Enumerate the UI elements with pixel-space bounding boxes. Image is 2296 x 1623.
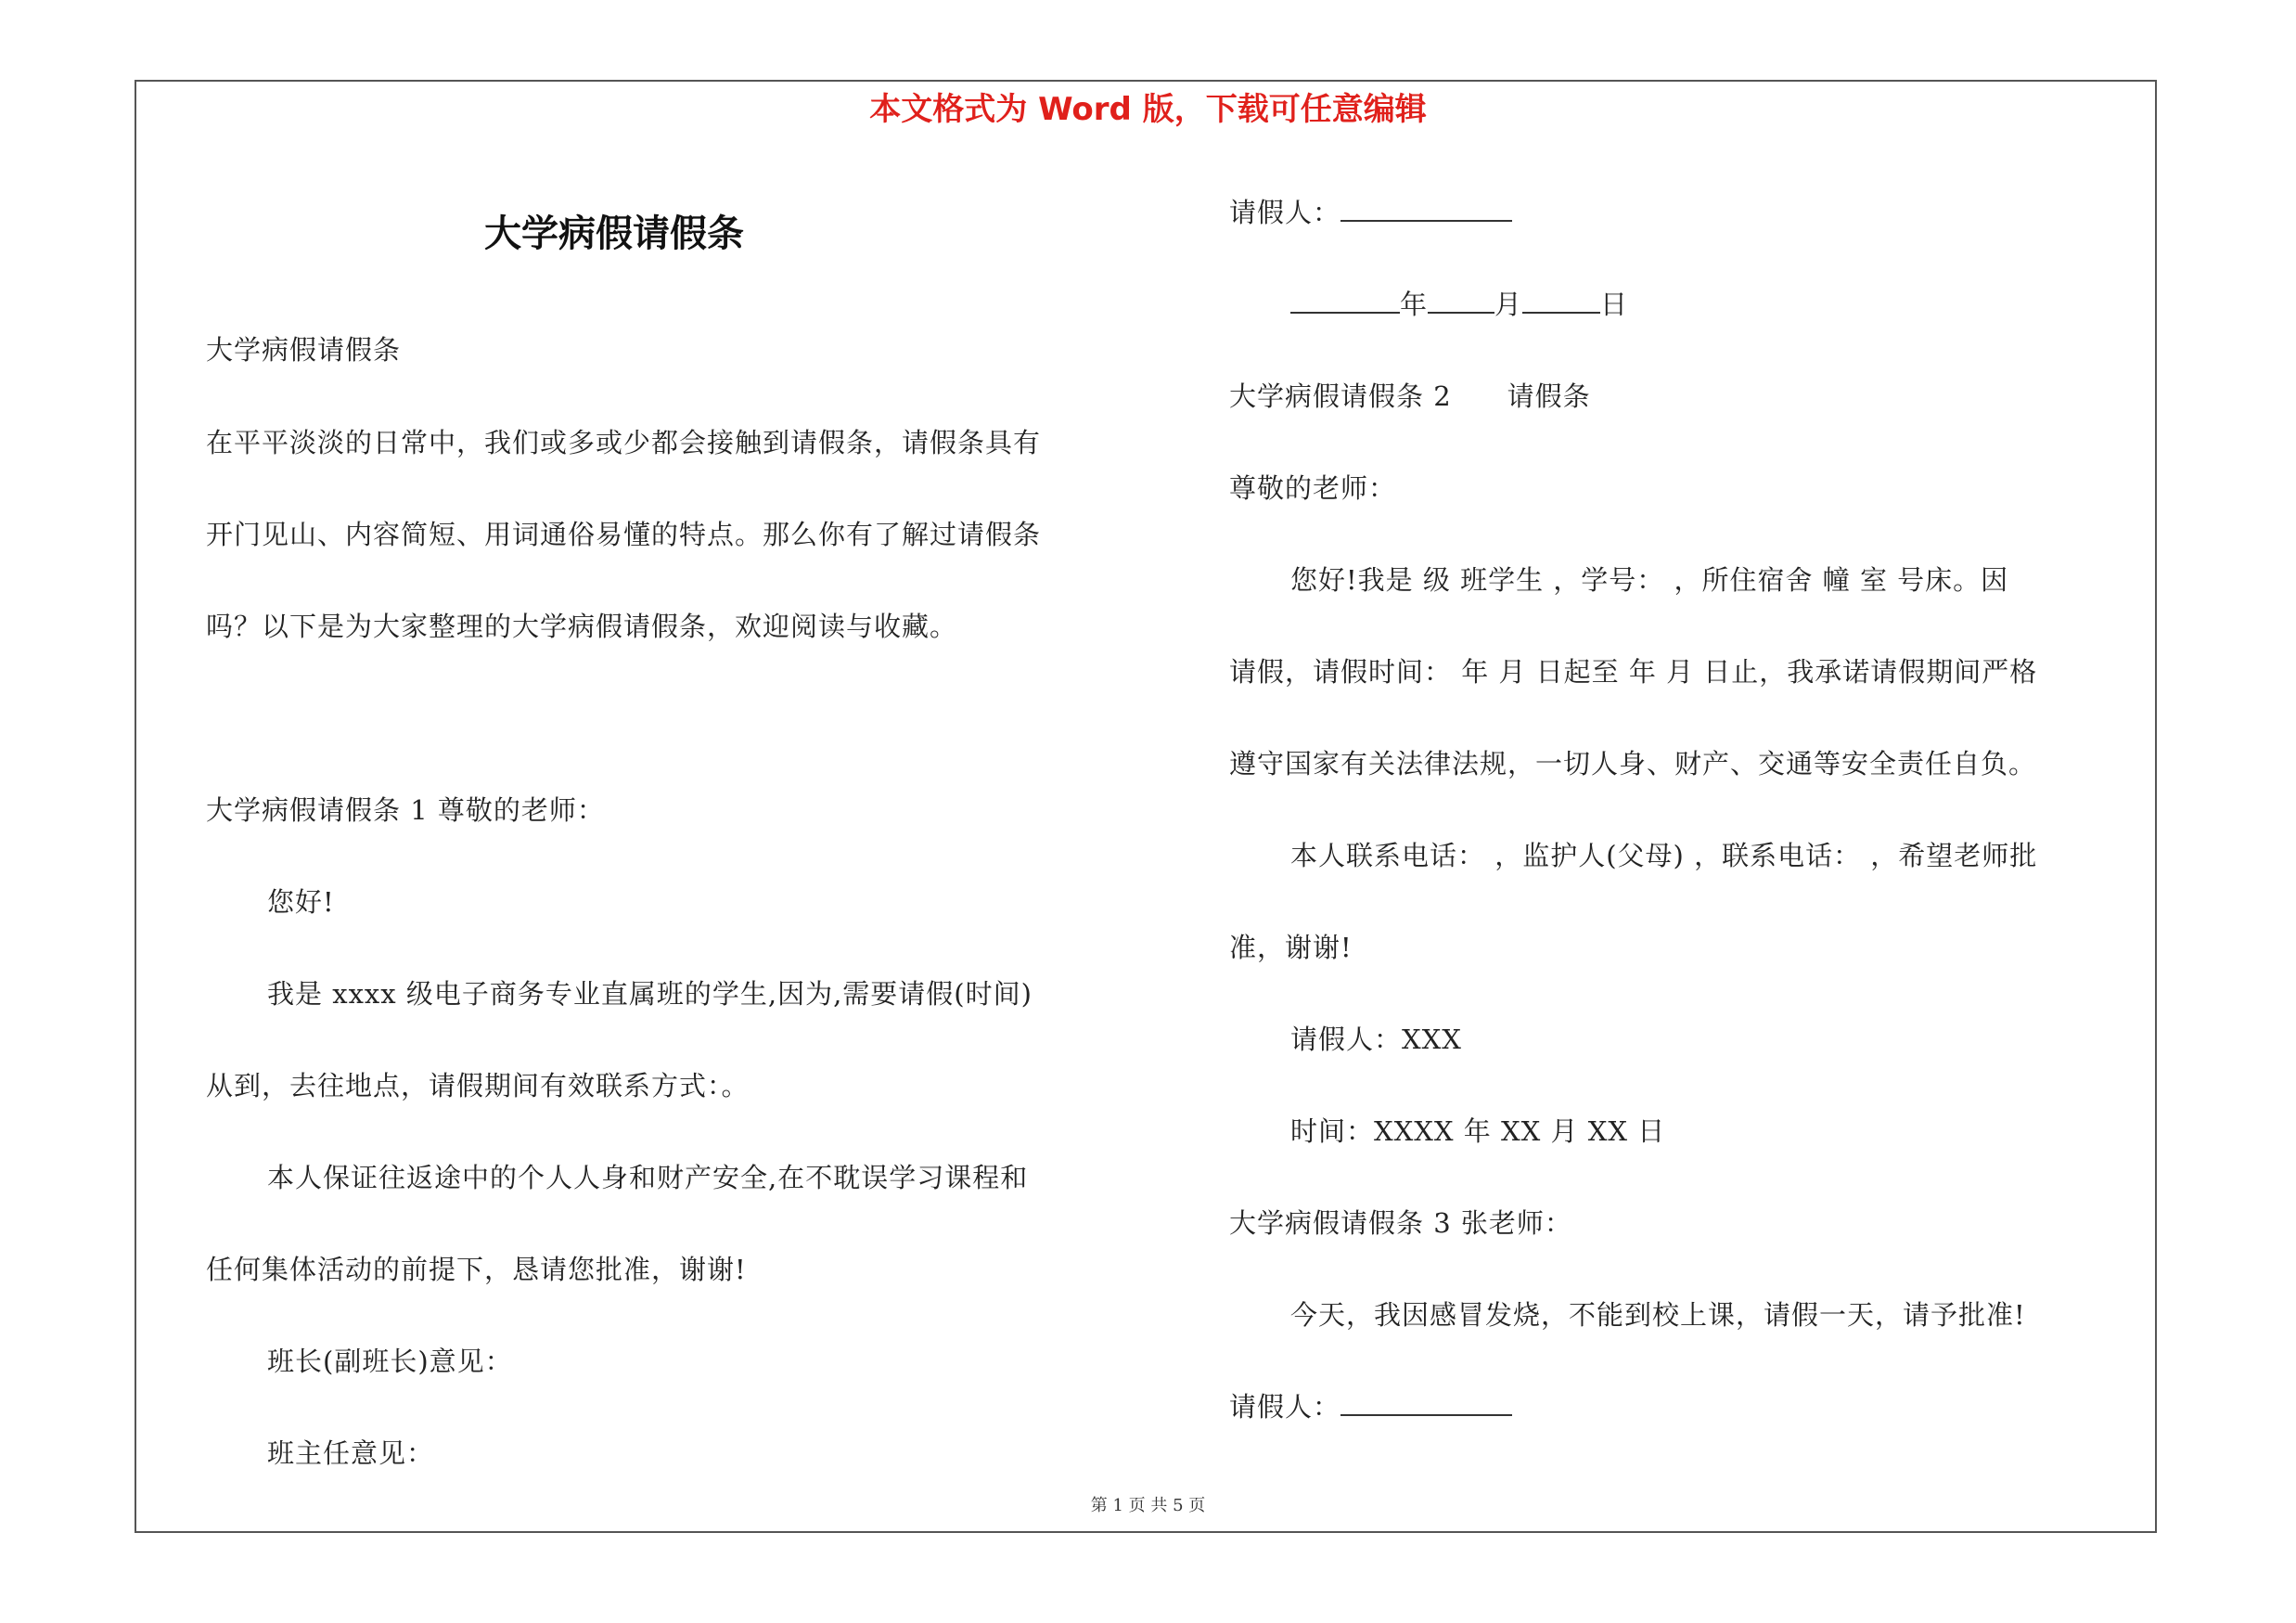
intro-line-3: 吗？以下是为大家整理的大学病假请假条，欢迎阅读与收藏。	[206, 611, 958, 642]
month-blank	[1428, 284, 1494, 314]
time-line: 时间：XXXX 年 XX 月 XX 日	[1290, 1115, 1666, 1147]
applicant-line-2	[1229, 1384, 1512, 1430]
applicant-line-1	[1229, 189, 1512, 236]
note3-heading: 大学病假请假条 3 张老师：	[1229, 1207, 1572, 1239]
body1-line-2: 从到，去往地点，请假期间有效联系方式：。	[206, 1070, 750, 1101]
year-blank	[1290, 284, 1400, 314]
date-line	[1290, 281, 1628, 328]
year-label: 年	[1400, 289, 1429, 320]
applicant-label-2: 请假人：	[1229, 1391, 1341, 1423]
month-label: 月	[1494, 289, 1523, 320]
page-number-footer: 第 1 页 共 5 页	[1090, 1496, 1206, 1515]
day-blank	[1522, 284, 1600, 314]
applicant-blank	[1340, 192, 1512, 222]
applicant-xxx: 请假人：XXX	[1290, 1024, 1462, 1055]
note3-body: 今天，我因感冒发烧，不能到校上课，请假一天，请予批准!	[1290, 1299, 2026, 1331]
contact-line-1: 本人联系电话： ，监护人(父母) ，联系电话： ，希望老师批	[1290, 840, 2038, 871]
body2-line-2: 任何集体活动的前提下，恳请您批准，谢谢!	[206, 1254, 747, 1285]
salutation: 尊敬的老师：	[1229, 472, 1397, 504]
applicant-label: 请假人：	[1229, 197, 1341, 228]
day-label: 日	[1600, 289, 1629, 320]
teacher-opinion: 班主任意见：	[267, 1437, 435, 1469]
note2-body-line-2: 请假，请假时间： 年 月 日起至 年 月 日止，我承诺请假期间严格	[1229, 656, 2038, 688]
intro-line-1: 在平平淡淡的日常中，我们或多或少都会接触到请假条，请假条具有	[206, 427, 1042, 458]
note2-heading: 大学病假请假条 2	[1229, 380, 1452, 412]
note2-body-line-1: 您好!我是 级 班学生 ，学号： ，所住宿舍 幢 室 号床。因	[1290, 564, 2009, 596]
body1-line-1: 我是 xxxx 级电子商务专业直属班的学生,因为,需要请假(时间)	[267, 978, 1033, 1010]
note2-heading-line	[1229, 373, 1591, 419]
body2-line-1: 本人保证往返途中的个人人身和财产安全,在不耽误学习课程和	[267, 1162, 1029, 1193]
format-banner: 本文格式为 Word 版，下载可任意编辑	[869, 91, 1427, 128]
subtitle: 大学病假请假条	[206, 334, 402, 366]
monitor-opinion: 班长(副班长)意见：	[267, 1346, 513, 1377]
document-title: 大学病假请假条	[484, 213, 744, 255]
intro-line-2: 开门见山、内容简短、用词通俗易懂的特点。那么你有了解过请假条	[206, 519, 1042, 550]
note2-subheading: 请假条	[1507, 380, 1591, 412]
greeting: 您好!	[267, 886, 335, 918]
note1-heading: 大学病假请假条 1 尊敬的老师：	[206, 794, 605, 826]
note2-body-line-3: 遵守国家有关法律法规，一切人身、财产、交通等安全责任自负。	[1229, 748, 2037, 779]
contact-line-2: 准，谢谢!	[1229, 932, 1353, 963]
applicant-blank-2	[1340, 1386, 1512, 1416]
